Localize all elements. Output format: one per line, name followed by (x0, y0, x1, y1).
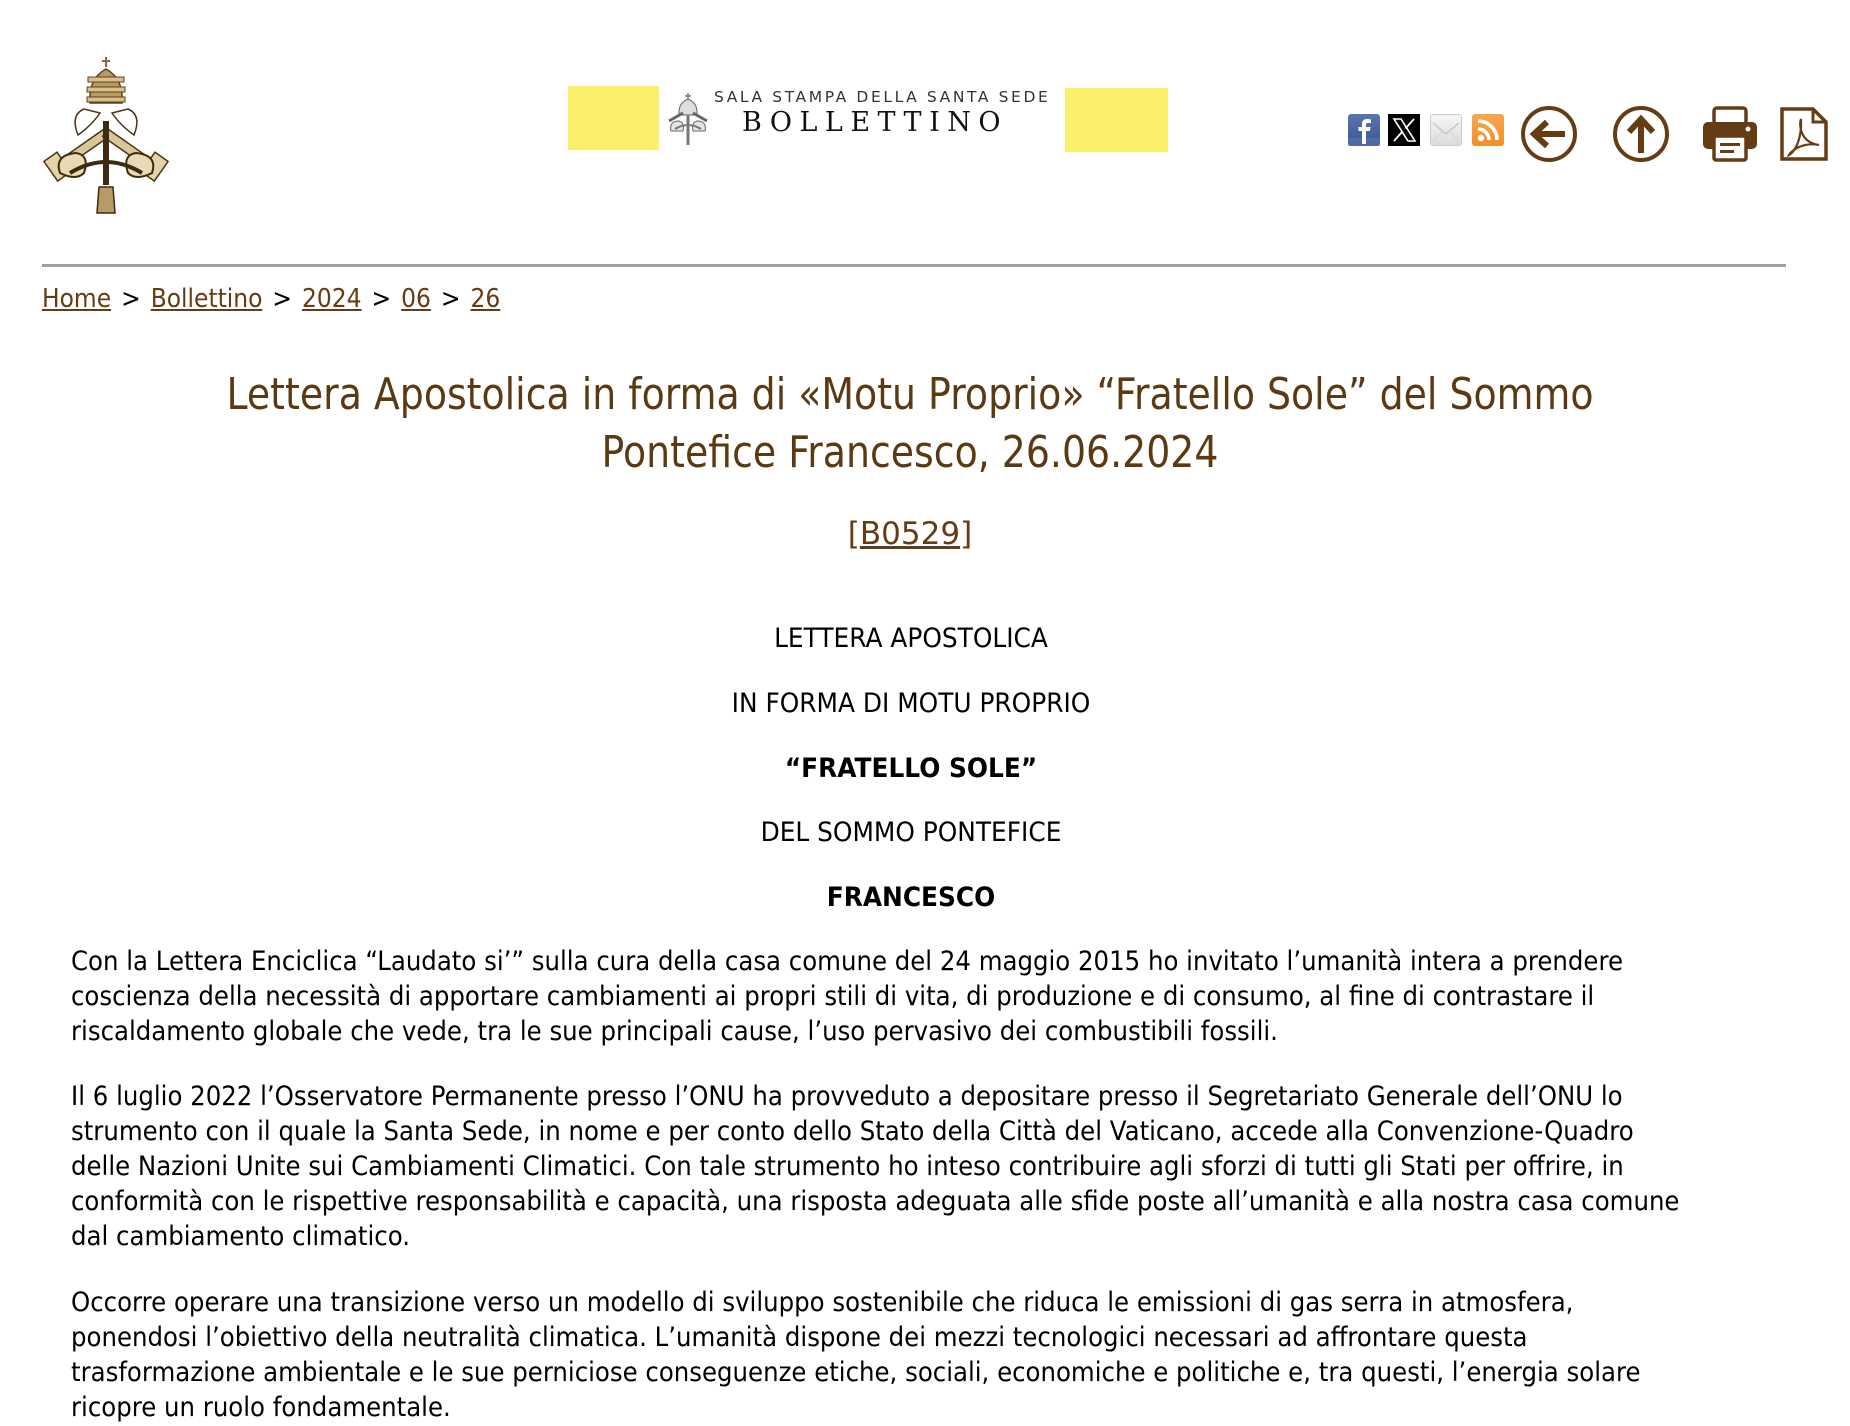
header-divider (42, 264, 1786, 267)
heading-fratello-sole: “FRATELLO SOLE” (784, 753, 1038, 784)
back-arrow-icon[interactable] (1520, 105, 1578, 163)
bulletin-code (0, 516, 1820, 552)
banner-yellow-block-right (1065, 88, 1168, 152)
breadcrumb-year[interactable]: 2024 (302, 284, 362, 314)
body-paragraph: Il 6 luglio 2022 l’Osservatore Permanente presso l’ONU ha provveduto a depositare presso il Segretariato Generale dell’ONU lo strumento con il quale la Santa Sede, in nome e per conto dello Stato della Città del Vaticano, accede alla Convenzione-Quadro delle Nazioni Unite sui Cambiamenti Climatici. Con tale strumento ho inteso contribuire agli sforzi di tutti gli Stati per offrire, in conformità con le rispettive responsabilità e capacità, una risposta adeguata alle sfide poste all’umanità e alla nostra casa comune dal cambiamento climatico. (71, 1081, 1680, 1252)
bulletin-code-open: [ (847, 516, 860, 552)
heading-francesco: FRANCESCO (826, 882, 996, 913)
breadcrumb-separator: > (272, 284, 293, 314)
body-paragraph: Occorre operare una transizione verso un modello di sviluppo sostenibile che riduca le emissioni di gas serra in atmosfera, ponendosi l’obiettivo della neutralità climatica. L’umanità dispone dei mezzi tecnologici necessari ad affrontare questa trasformazione ambientale e le sue perniciose conseguenze etiche, sociali, economiche e politiche e, tra questi, l’energia solare ricopre un ruolo fondamentale. (71, 1287, 1641, 1423)
breadcrumb-separator: > (371, 284, 392, 314)
body-paragraph: Con la Lettera Enciclica “Laudato si’” sulla cura della casa comune del 24 maggio 2015 ho invitato l’umanità intera a prendere coscienza della necessità di apportare cambiamenti ai propri stili di vita, di produzione e di consumo, al fine di contrastare il riscaldamento globale che vede, tra le sue principali cause, l’uso pervasivo dei combustibili fossili. (71, 946, 1624, 1047)
breadcrumb-bollettino[interactable]: Bollettino (150, 284, 263, 314)
bollettino-banner[interactable] (568, 86, 1168, 152)
print-icon[interactable] (1703, 105, 1757, 163)
breadcrumb-separator: > (121, 284, 141, 314)
email-icon[interactable] (1430, 114, 1462, 146)
breadcrumb-day[interactable]: 26 (470, 284, 501, 314)
banner-emblem-icon (665, 91, 711, 147)
banner-yellow-block-left (568, 86, 659, 150)
pdf-icon[interactable] (1779, 105, 1829, 163)
facebook-icon[interactable] (1348, 114, 1380, 146)
breadcrumb-home[interactable]: Home (42, 284, 112, 314)
bulletin-code-link[interactable]: B0529 (859, 516, 961, 552)
bulletin-code-close: ] (960, 516, 973, 552)
heading-sommo-pontefice: DEL SOMMO PONTEFICE (760, 817, 1062, 848)
x-icon[interactable] (1388, 114, 1420, 146)
up-arrow-icon[interactable] (1612, 105, 1670, 163)
rss-icon[interactable] (1472, 114, 1504, 146)
banner-title: BOLLETTINO (742, 107, 1008, 138)
breadcrumb-month[interactable]: 06 (401, 284, 431, 314)
heading-motu-proprio: IN FORMA DI MOTU PROPRIO (731, 688, 1091, 719)
breadcrumb-separator: > (440, 284, 461, 314)
heading-lettera-apostolica: LETTERA APOSTOLICA (774, 623, 1048, 654)
breadcrumb (42, 284, 500, 314)
page-title: Lettera Apostolica in forma di «Motu Proprio» “Fratello Sole” del Sommo Pontefice Francesco, 26.06.2024 (226, 369, 1594, 478)
holy-see-logo[interactable] (40, 55, 172, 215)
banner-subtitle: SALA STAMPA DELLA SANTA SEDE (714, 88, 1051, 106)
